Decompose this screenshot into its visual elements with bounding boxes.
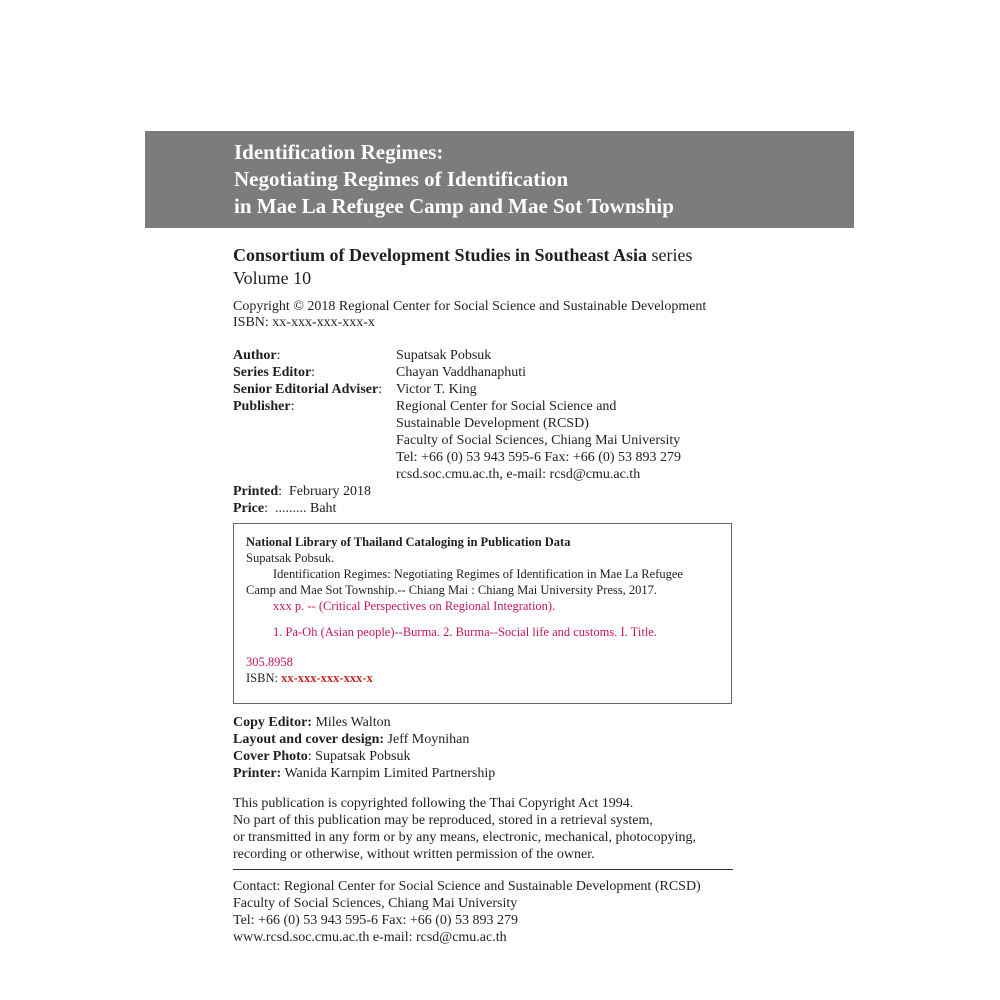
cip-isbn-label: ISBN: — [246, 671, 282, 685]
title-line: Identification Regimes: — [234, 140, 444, 164]
publisher-line: Faculty of Social Sciences, Chiang Mai University — [396, 433, 681, 448]
printed-date: Printed: February 2018 — [233, 484, 372, 499]
contact-block — [233, 878, 701, 946]
layout-design — [233, 731, 495, 748]
credit-value: Supatsak Pobsuk — [396, 348, 492, 363]
title-line: in Mae La Refugee Camp and Mae Sot Township — [234, 194, 674, 218]
printer — [233, 765, 495, 782]
cip-box — [233, 523, 732, 704]
notice-line: or transmitted in any form or by any means, electronic, mechanical, photocopying, — [233, 830, 697, 845]
credit-value: Chayan Vaddhanaphuti — [396, 365, 526, 380]
title-banner — [145, 131, 854, 228]
credit-label: Publisher — [233, 399, 291, 414]
staff-value: Miles Walton — [311, 715, 391, 730]
series-suffix: series — [647, 245, 693, 265]
staff-value: Wanida Karnpim Limited Partnership — [281, 766, 496, 781]
cip-title-line1: Identification Regimes: Negotiating Regimes of Identification in Mae La Refugee — [273, 567, 683, 581]
cip-pages: xxx p. -- (Critical Perspectives on Regional Integration). — [273, 599, 556, 613]
publisher-line: rcsd.soc.cmu.ac.th, e-mail: rcsd@cmu.ac.th — [396, 467, 641, 482]
copyright-block — [233, 299, 706, 331]
staff-label: Cover Photo — [233, 749, 308, 764]
copyright-line: Copyright © 2018 Regional Center for Social Science and Sustainable Development — [233, 299, 707, 314]
notice-line: This publication is copyrighted following the Thai Copyright Act 1994. — [233, 796, 634, 811]
book-title — [234, 139, 674, 220]
publisher-line: Sustainable Development (RCSD) — [396, 416, 589, 431]
cip-heading: National Library of Thailand Cataloging in Publication Data — [246, 535, 571, 549]
credit-series-editor: Series Editor: Chayan Vaddhanaphuti — [233, 365, 526, 380]
contact-line: Contact: Regional Center for Social Science and Sustainable Development (RCSD) — [233, 879, 701, 894]
copyright-notice — [233, 795, 696, 863]
price-label: Price — [233, 501, 265, 516]
credit-value: Victor T. King — [396, 382, 477, 397]
cip-isbn — [246, 670, 723, 686]
publisher-line: Tel: +66 (0) 53 943 595-6 Fax: +66 (0) 53 893 279 — [396, 450, 682, 465]
contact-line: www.rcsd.soc.cmu.ac.th e-mail: rcsd@cmu.ac.th — [233, 930, 507, 945]
series-name — [233, 244, 693, 267]
copy-editor — [233, 714, 495, 731]
credit-adviser: Senior Editorial Adviser: Victor T. King — [233, 382, 477, 397]
credit-label: Senior Editorial Adviser — [233, 382, 379, 397]
publisher-lines — [396, 398, 681, 483]
printed-value: February 2018 — [289, 484, 372, 499]
divider — [233, 869, 733, 870]
isbn-line: ISBN: xx-xxx-xxx-xxx-x — [233, 315, 375, 330]
credit-label: Author — [233, 348, 277, 363]
staff-label: Layout and cover design: — [233, 732, 385, 747]
credits-block — [233, 347, 681, 517]
cip-author: Supatsak Pobsuk. — [246, 551, 335, 565]
printed-label: Printed — [233, 484, 279, 499]
title-line: Negotiating Regimes of Identification — [234, 167, 569, 191]
price-value: ......... Baht — [274, 501, 337, 516]
staff-label: Printer: — [233, 766, 282, 781]
series-volume: Volume 10 — [233, 268, 312, 288]
cip-subjects: 1. Pa-Oh (Asian people)--Burma. 2. Burma--Social life and customs. I. Title. — [273, 625, 657, 639]
notice-line: recording or otherwise, without written permission of the owner. — [233, 847, 595, 862]
staff-credits — [233, 714, 495, 782]
cip-isbn-value: xx-xxx-xxx-xxx-x — [281, 671, 373, 685]
notice-line: No part of this publication may be reproduced, stored in a retrieval system, — [233, 813, 653, 828]
cip-classification: 305.8958 — [246, 655, 293, 669]
publisher-line: Regional Center for Social Science and — [396, 399, 617, 414]
credit-label: Series Editor — [233, 365, 312, 380]
cover-photo — [233, 748, 495, 765]
staff-value: : Supatsak Pobsuk — [307, 749, 411, 764]
staff-value: Jeff Moynihan — [384, 732, 470, 747]
contact-line: Tel: +66 (0) 53 943 595-6 Fax: +66 (0) 53 893 279 — [233, 913, 519, 928]
series-info — [233, 244, 693, 290]
contact-line: Faculty of Social Sciences, Chiang Mai University — [233, 896, 518, 911]
cip-title-line2: Camp and Mae Sot Township.-- Chiang Mai : Chiang Mai University Press, 2017. — [246, 583, 658, 597]
credit-publisher: Publisher: Regional Center for Social Science and Sustainable Development (RCSD) Faculty of Social Sciences, Chiang Mai University Tel: +66 (0) 53 943 595-6 Fax: +66 (0) 53 893 279 rcsd.soc.cmu.ac.th, e-mail: rcsd@cmu.ac.th — [233, 399, 682, 482]
credit-author: Author: Supatsak Pobsuk — [233, 348, 492, 363]
series-name-bold: Consortium of Development Studies in Southeast Asia — [233, 245, 648, 265]
price: Price: ......... Baht — [233, 501, 337, 516]
staff-label: Copy Editor: — [233, 715, 312, 730]
